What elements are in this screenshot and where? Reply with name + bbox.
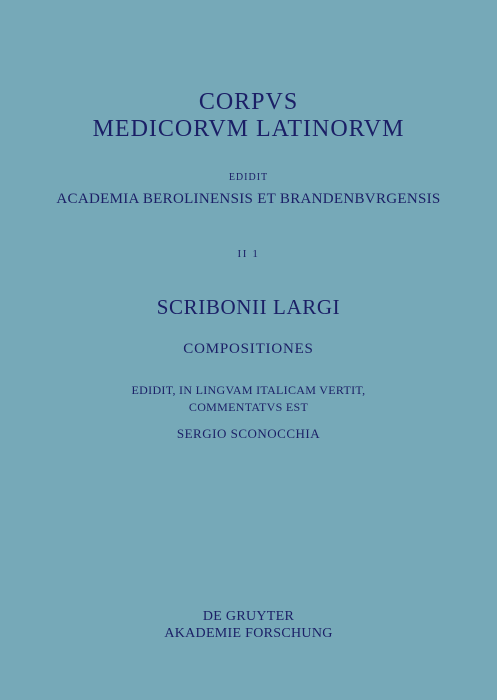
publisher-line-2: AKADEMIE FORSCHUNG bbox=[164, 626, 333, 641]
series-title-line-2: MEDICORVM LATINORVM bbox=[92, 116, 405, 142]
volume-number: II 1 bbox=[237, 248, 260, 260]
series-title-line-1: CORPVS bbox=[198, 89, 299, 115]
work-title: COMPOSITIONES bbox=[183, 341, 314, 357]
academy-name: ACADEMIA BEROLINENSIS ET BRANDENBVRGENSIS bbox=[56, 191, 441, 207]
publisher-line-1: DE GRUYTER bbox=[202, 609, 295, 624]
editor-note-line-2: COMMENTATVS EST bbox=[188, 400, 309, 414]
editor-name: SERGIO SCONOCCHIA bbox=[176, 426, 321, 441]
author-title: SCRIBONII LARGI bbox=[156, 295, 341, 319]
editor-note-line-1: EDIDIT, IN LINGVAM ITALICAM VERTIT, bbox=[131, 383, 366, 397]
edidit-label: EDIDIT bbox=[228, 172, 269, 183]
